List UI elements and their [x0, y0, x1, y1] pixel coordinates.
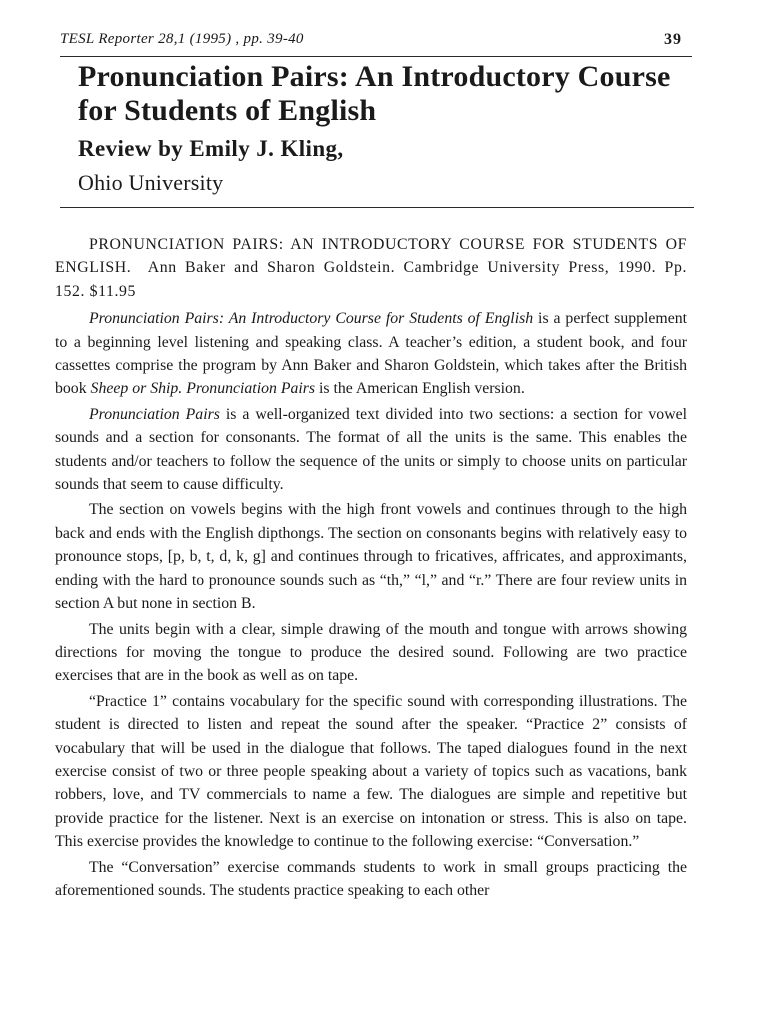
running-header	[60, 31, 682, 53]
italic-book-title: Sheep or Ship.	[90, 380, 183, 398]
paragraph-text: is the American English version.	[315, 380, 525, 398]
article-title: Pronunciation Pairs: An Introductory Course for Students of English	[78, 60, 671, 127]
page-number: 39	[664, 31, 682, 48]
paragraph-1	[55, 307, 687, 401]
reviewer-affiliation: Ohio University	[78, 170, 224, 195]
paragraph-6: The “Conversation” exercise commands students to work in small groups practicing the aforementioned sounds. The students practice speaking to each other	[55, 858, 687, 899]
title-block-rule	[60, 207, 694, 208]
paragraph-5: “Practice 1” contains vocabulary for the specific sound with corresponding illustrations. The student is directed to listen and repeat the sound after the speaker. “Practice 2” consists of vocabulary that will be used in the dialogue that follows. The taped dialogues found in the next exercise consist of two or three people speaking about a variety of topics such as vacations, bank robbers, love, and TV commercials to name a few. The dialogues are simple and repetitive but provide practice for the listener. Next is an exercise on intonation or stress. This is also on tape. This exercise provides the knowledge to continue to the following exercise: “Conversation.”	[55, 692, 687, 851]
header-rule	[60, 56, 692, 57]
italic-book-title: Pronunciation Pairs	[186, 380, 316, 398]
book-citation: PRONUNCIATION PAIRS: AN INTRODUCTORY COURSE FOR STUDENTS OF ENGLISH. Ann Baker and Sharon Goldstein. Cambridge University Press, 1990. Pp. 152. $11.95	[55, 236, 687, 300]
journal-citation: TESL Reporter 28,1 (1995) , pp. 39-40	[60, 31, 304, 47]
italic-book-title: Pronunciation Pairs	[89, 405, 220, 423]
paragraph-text: is a perfect supplement to a beginning level listening and speaking class. A teacher’s edition, a student book, and four cassettes comprise the program by Ann Baker and Sharon Goldstein, which takes after the British book	[55, 310, 687, 398]
paragraph-4: The units begin with a clear, simple drawing of the mouth and tongue with arrows showing directions for moving the tongue to produce the desired sound. Following are two practice exercises that are in the book as well as on tape.	[55, 620, 687, 685]
paragraph-2	[55, 403, 687, 497]
reviewer-byline: Review by Emily J. Kling,	[78, 136, 344, 161]
paragraph-text: is a well-organized text divided into two sections: a section for vowel sounds and a section for consonants. The format of all the units is the same. This enables the students and/or teachers to follow the sequence of the units or simply to choose units on particular sounds that seem to cause difficulty.	[55, 405, 687, 494]
review-body	[55, 233, 687, 904]
paragraph-3: The section on vowels begins with the high front vowels and continues through to the high back and ends with the English dipthongs. The section on consonants begins with relatively easy to pronounce stops, [p, b, t, d, k, g] and continues through to fricatives, affricates, and approximants, ending with the hard to pronounce sounds such as “th,” “l,” and “r.” There are four review units in section A but none in section B.	[55, 501, 687, 613]
italic-book-title: Pronunciation Pairs: An Introductory Course for Students of English	[89, 310, 534, 328]
